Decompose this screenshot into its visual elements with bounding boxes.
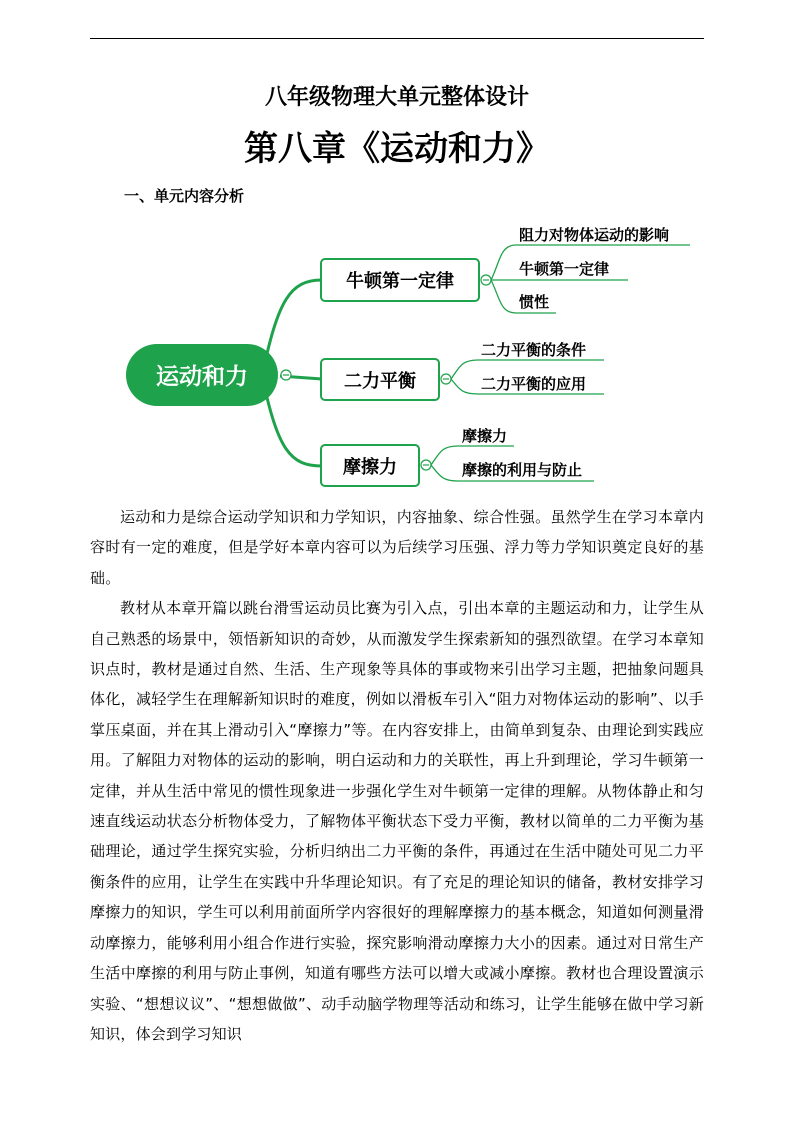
chapter-title: 第八章《运动和力》 (244, 129, 550, 169)
mind-map (0, 0, 794, 500)
leaf-friction-use-prevent: 摩擦的利用与防止 (462, 461, 583, 479)
document-title: 八年级物理大单元整体设计 (264, 85, 529, 110)
branch-node-friction-label: 摩擦力 (343, 457, 397, 478)
leaf-newton-first-law: 牛顿第一定律 (519, 260, 610, 278)
root-node-label: 运动和力 (156, 364, 248, 390)
leaf-resistance-effect: 阻力对物体运动的影响 (519, 226, 670, 244)
paragraph: 运动和力是综合运动学知识和力学知识，内容抽象、综合性强。虽然学生在学习本章内容时有一定的难度，但是学好本章内容可以为后续学习压强、浮力等力学知识奠定良好的基础。 (90, 508, 704, 587)
branch-node-balance-label: 二力平衡 (344, 371, 416, 392)
leaf-friction: 摩擦力 (462, 427, 508, 445)
section-heading: 一、单元内容分析 (124, 187, 245, 205)
leaf-balance-application: 二力平衡的应用 (481, 375, 587, 393)
leaf-inertia: 惯性 (519, 293, 550, 311)
paragraph: 教材从本章开篇以跳台滑雪运动员比赛为引入点，引出本章的主题运动和力，让学生从自己熟悉的场景中，领悟新知识的奇妙，从而激发学生探索新知的强烈欲望。在学习本章知识点时，教材是通过自然、生活、生产现象等具体的事或物来引出学习主题，把抽象问题具体化，减轻学生在理解新知识时的难度，例如以滑板车引入“阻力对物体运动的影响”、以手掌压桌面，并在其上滑动引入“摩擦力”等。在内容安排上，由简单到复杂、由理论到实践应用。了解阻力对物体的运动的影响，明白运动和力的关联性，再上升到理论，学习牛顿第一定律，并从生活中常见的惯性现象进一步强化学生对牛顿第一定律的理解。从物体静止和匀速直线运动状态分析物体受力，了解物体平衡状态下受力平衡，教材以简单的二力平衡为基础理论，通过学生探究实验，分析归纳出二力平衡的条件，再通过在生活中随处可见二力平衡条件的应用，让学生在实践中升华理论知识。有了充足的理论知识的储备，教材安排学习摩擦力的知识，学生可以利用前面所学内容很好的理解摩擦力的基本概念，知道如何测量滑动摩擦力，能够利用小组合作进行实验，探究影响滑动摩擦力大小的因素。通过对日常生产生活中摩擦的利用与防止事例，知道有哪些方法可以增大或减小摩擦。教材也合理设置演示实验、“想想议议”、“想想做做”、动手动脑学物理等活动和练习，让学生能够在做中学习新知识，体会到学习知识 (90, 599, 704, 1043)
unit-analysis-text (90, 502, 704, 1049)
leaf-balance-condition: 二力平衡的条件 (481, 341, 587, 359)
branch-node-newton-label: 牛顿第一定律 (346, 271, 454, 292)
